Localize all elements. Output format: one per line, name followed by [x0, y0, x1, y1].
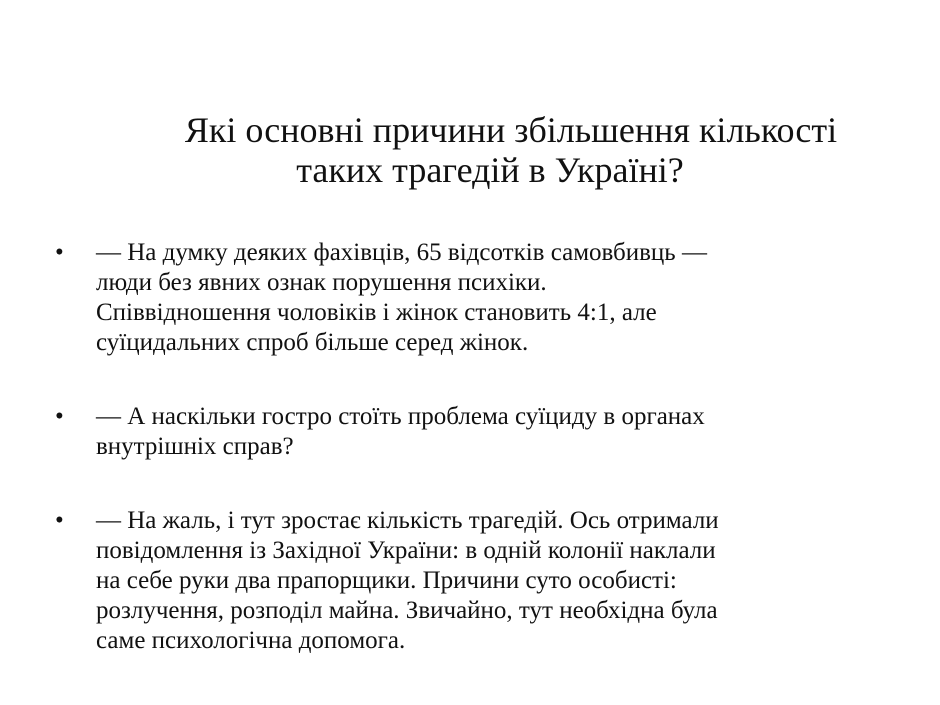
bullet-icon: •: [55, 507, 64, 534]
title-line: таких трагедій в Україні?: [296, 150, 684, 190]
bullet-text-line: — На жаль, і тут зростає кількість трагедій. Ось отримали: [96, 507, 719, 534]
bullet-text-line: — А наскільки гостро стоїть проблема суїциду в органах: [96, 403, 705, 430]
bullet-text-line: Співвідношення чоловіків і жінок становить 4:1, але: [96, 299, 657, 326]
bullet-text-line: — На думку деяких фахівців, 65 відсотків самовбивць —: [96, 239, 707, 266]
bullet-text-line: повідомлення із Західної України: в одній колонії наклали: [96, 537, 716, 564]
bullet-icon: •: [55, 403, 64, 430]
bullet-item: [52, 238, 912, 358]
bullet-icon: •: [55, 239, 64, 266]
slide-title: [60, 110, 920, 190]
bullet-text-line: розлучення, розподіл майна. Звичайно, тут необхідна була: [96, 597, 718, 624]
title-line: Які основні причини збільшення кількості: [184, 110, 838, 150]
bullet-list: [52, 238, 912, 656]
bullet-text-line: на себе руки два прапорщики. Причини суто особисті:: [96, 567, 677, 594]
bullet-item: [52, 402, 912, 462]
bullet-item: [52, 506, 912, 656]
bullet-text-line: внутрішніх справ?: [96, 433, 294, 460]
bullet-text-line: люди без явних ознак порушення психіки.: [96, 269, 547, 296]
bullet-text-line: суїцидальних спроб більше серед жінок.: [96, 329, 529, 356]
bullet-text-line: саме психологічна допомога.: [96, 627, 406, 654]
